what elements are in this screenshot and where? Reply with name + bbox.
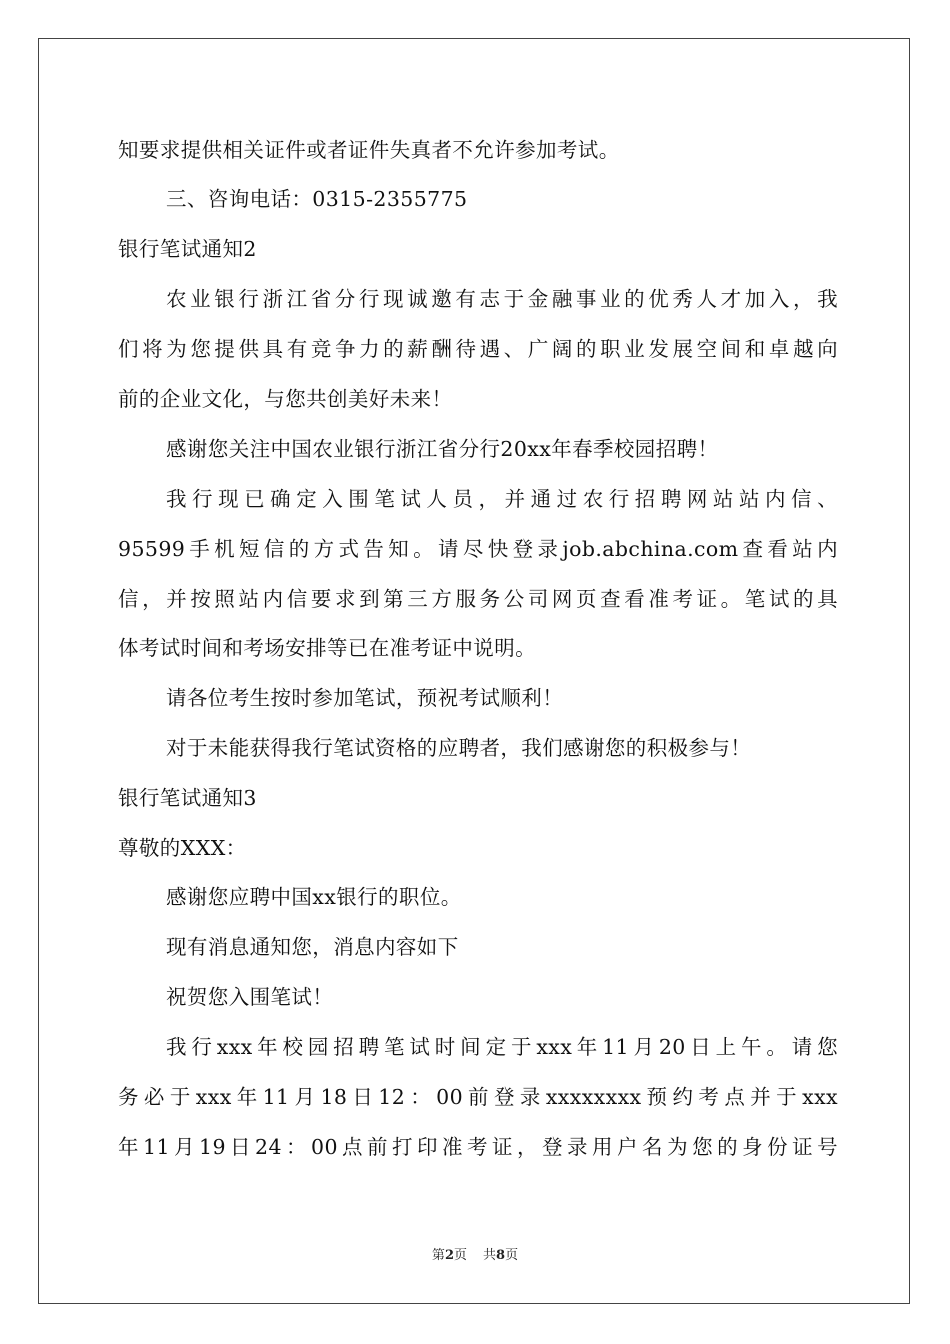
phone-line: 三、咨询电话：0315-2355775: [166, 187, 468, 211]
section-heading-2: 银行笔试通知2: [118, 237, 257, 261]
salutation: 尊敬的XXX：: [118, 836, 247, 860]
paragraph-line: 们将为您提供具有竞争力的薪酬待遇、广阔的职业发展空间和卓越向: [118, 337, 838, 361]
paragraph-line: 95599手机短信的方式告知。请尽快登录job.abchina.com查看站内: [118, 537, 838, 561]
page-number-footer: [0, 1249, 950, 1262]
paragraph-line: 对于未能获得我行笔试资格的应聘者，我们感谢您的积极参与！: [166, 736, 752, 760]
current-page-number: 2: [444, 1248, 454, 1263]
footer-total-unit: 页: [505, 1248, 519, 1263]
paragraph-line: 请各位考生按时参加笔试，预祝考试顺利！: [166, 686, 564, 710]
paragraph-line: 我行xxx年校园招聘笔试时间定于xxx年11月20日上午。请您: [166, 1035, 838, 1059]
paragraph-line: 农业银行浙江省分行现诚邀有志于金融事业的优秀人才加入，我: [166, 287, 838, 311]
paragraph-line: 我行现已确定入围笔试人员，并通过农行招聘网站站内信、: [166, 487, 838, 511]
paragraph-line: 感谢您关注中国农业银行浙江省分行20xx年春季校园招聘！: [166, 437, 719, 461]
paragraph-line: 年11月19日24：00点前打印准考证，登录用户名为您的身份证号: [118, 1135, 838, 1159]
paragraph-line: 祝贺您入围笔试！: [166, 985, 334, 1009]
page-border: [38, 38, 910, 1304]
footer-page-unit: 页: [453, 1248, 467, 1263]
paragraph-line: 知要求提供相关证件或者证件失真者不允许参加考试。: [118, 138, 620, 162]
paragraph-line: 现有消息通知您，消息内容如下: [166, 935, 459, 959]
paragraph-line: 务必于xxx年11月18日12：00前登录xxxxxxxx预约考点并于xxx: [118, 1085, 838, 1109]
paragraph-line: 前的企业文化，与您共创美好未来！: [118, 387, 453, 411]
section-heading-3: 银行笔试通知3: [118, 786, 257, 810]
paragraph-line: 体考试时间和考场安排等已在准考证中说明。: [118, 636, 536, 660]
footer-prefix: 第: [431, 1248, 445, 1263]
footer-total-prefix: 共: [483, 1248, 497, 1263]
paragraph-line: 感谢您应聘中国xx银行的职位。: [166, 885, 462, 909]
paragraph-line: 信，并按照站内信要求到第三方服务公司网页查看准考证。笔试的具: [118, 587, 838, 611]
total-page-number: 8: [496, 1248, 506, 1263]
